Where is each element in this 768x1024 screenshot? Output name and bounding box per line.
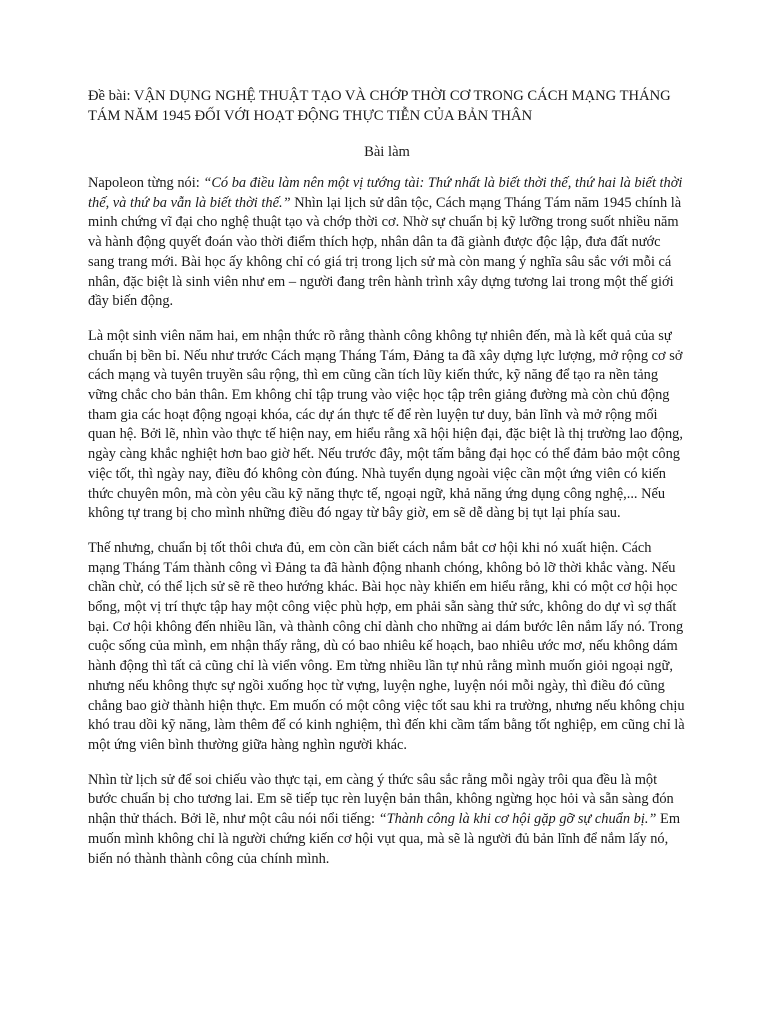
paragraph-1-body: Nhìn lại lịch sử dân tộc, Cách mạng Tháng Tám năm 1945 chính là minh chứng vĩ đại cho nghệ thuật tạo và chớp thời cơ. Nhờ sự chuẩn bị kỹ lưỡng trong suốt nhiều năm và hành động quyết đoán vào thời điểm thích hợp, nhân dân ta đã giành được độc lập, đưa đất nước sang trang mới. Bài học ấy không chỉ có giá trị trong lịch sử mà còn mang ý nghĩa sâu sắc với mỗi cá nhân, đặc biệt là sinh viên như em – người đang trên hành trình xây dựng tương lai trong một thế giới đầy biến động. [88,194,682,310]
document-title: Đề bài: VẬN DỤNG NGHỆ THUẬT TẠO VÀ CHỚP THỜI CƠ TRONG CÁCH MẠNG THÁNG TÁM NĂM 1945 ĐỐI VỚI HOẠT ĐỘNG THỰC TIỄN CỦA BẢN THÂN [88,88,671,124]
document-page [88,86,686,884]
paragraph-1-lead: Napoleon từng nói: [88,175,204,191]
paragraph-4 [88,771,686,870]
napoleon-quote: “Có ba điều làm nên một vị tướng tài: Thứ nhất là biết thời thế, thứ hai là biết thời thế, và thứ ba vẫn là biết thời thế.” [88,175,683,211]
paragraph-4-lead: Nhìn từ lịch sử để soi chiếu vào thực tại, em càng ý thức sâu sắc rằng mỗi ngày trôi qua đều là một bước chuẩn bị cho tương lai. Em sẽ tiếp tục rèn luyện bản thân, không ngừng học hỏi và sẵn sàng đón nhận thử thách. Bởi lẽ, như một câu nói nổi tiếng: [88,771,674,828]
paragraph-3: Thế nhưng, chuẩn bị tốt thôi chưa đủ, em còn cần biết cách nắm bắt cơ hội khi nó xuất hiện. Cách mạng Tháng Tám thành công vì Đảng ta đã hành động nhanh chóng, không bỏ lỡ thời khắc vàng. Nếu chần chừ, có thể lịch sử sẽ rẽ theo hướng khác. Bài học này khiến em hiểu rằng, khi có một cơ hội học bổng, một vị trí thực tập hay một công việc phù hợp, em phải sẵn sàng thử sức, không do dự vì sợ thất bại. Cơ hội không đến nhiều lần, và thành công chỉ dành cho những ai dám bước lên nắm lấy nó. Trong cuộc sống của mình, em nhận thấy rằng, dù có bao nhiêu kế hoạch, bao nhiêu ước mơ, nếu không dám hành động thì tất cả cũng chỉ là viển vông. Em từng nhiều lần tự nhủ rằng mình muốn giỏi ngoại ngữ, nhưng nếu không thực sự ngồi xuống học từ vựng, luyện nghe, luyện nói mỗi ngày, thì điều đó cũng chẳng bao giờ thành hiện thực. Em muốn có một công việc tốt sau khi ra trường, nhưng nếu không chịu khó trau dồi kỹ năng, làm thêm để có kinh nghiệm, thì đến khi cầm tấm bằng tốt nghiệp, em cũng chỉ là một ứng viên bình thường giữa hàng nghìn người khác. [88,539,685,753]
paragraph-1 [88,174,686,312]
section-heading: Bài làm [364,144,410,160]
paragraph-4-body: Em muốn mình không chỉ là người chứng kiến cơ hội vụt qua, mà sẽ là người đủ bản lĩnh để nắm lấy nó, biến nó thành thành công của chính mình. [88,811,681,867]
success-quote: “Thành công là khi cơ hội gặp gỡ sự chuẩn bị.” [378,811,657,828]
paragraph-2: Là một sinh viên năm hai, em nhận thức rõ rằng thành công không tự nhiên đến, mà là kết quả của sự chuẩn bị bền bỉ. Nếu như trước Cách mạng Tháng Tám, Đảng ta đã xây dựng lực lượng, mở rộng cơ sở cách mạng và tuyên truyền sâu rộng, thì em cũng cần tích lũy kiến thức, kỹ năng để tạo ra nền tảng vững chắc cho bản thân. Em không chỉ tập trung vào việc học tập trên giảng đường mà còn chủ động tham gia các hoạt động ngoại khóa, các dự án thực tế để rèn luyện tư duy, bản lĩnh và mở rộng mối quan hệ. Bởi lẽ, nhìn vào thực tế hiện nay, em hiểu rằng xã hội hiện đại, đặc biệt là thị trường lao động, ngày càng khắc nghiệt hơn bao giờ hết. Nếu trước đây, một tấm bằng đại học có thể đảm bảo một công việc tốt, thì ngày nay, điều đó không còn đúng. Nhà tuyển dụng ngoài việc cần một ứng viên có kiến thức chuyên môn, mà còn yêu cầu kỹ năng thực tế, ngoại ngữ, khả năng ứng dụng công nghệ,... Nếu không tự trang bị cho mình những điều đó ngay từ bây giờ, em sẽ dễ dàng bị tụt lại phía sau. [88,327,683,522]
